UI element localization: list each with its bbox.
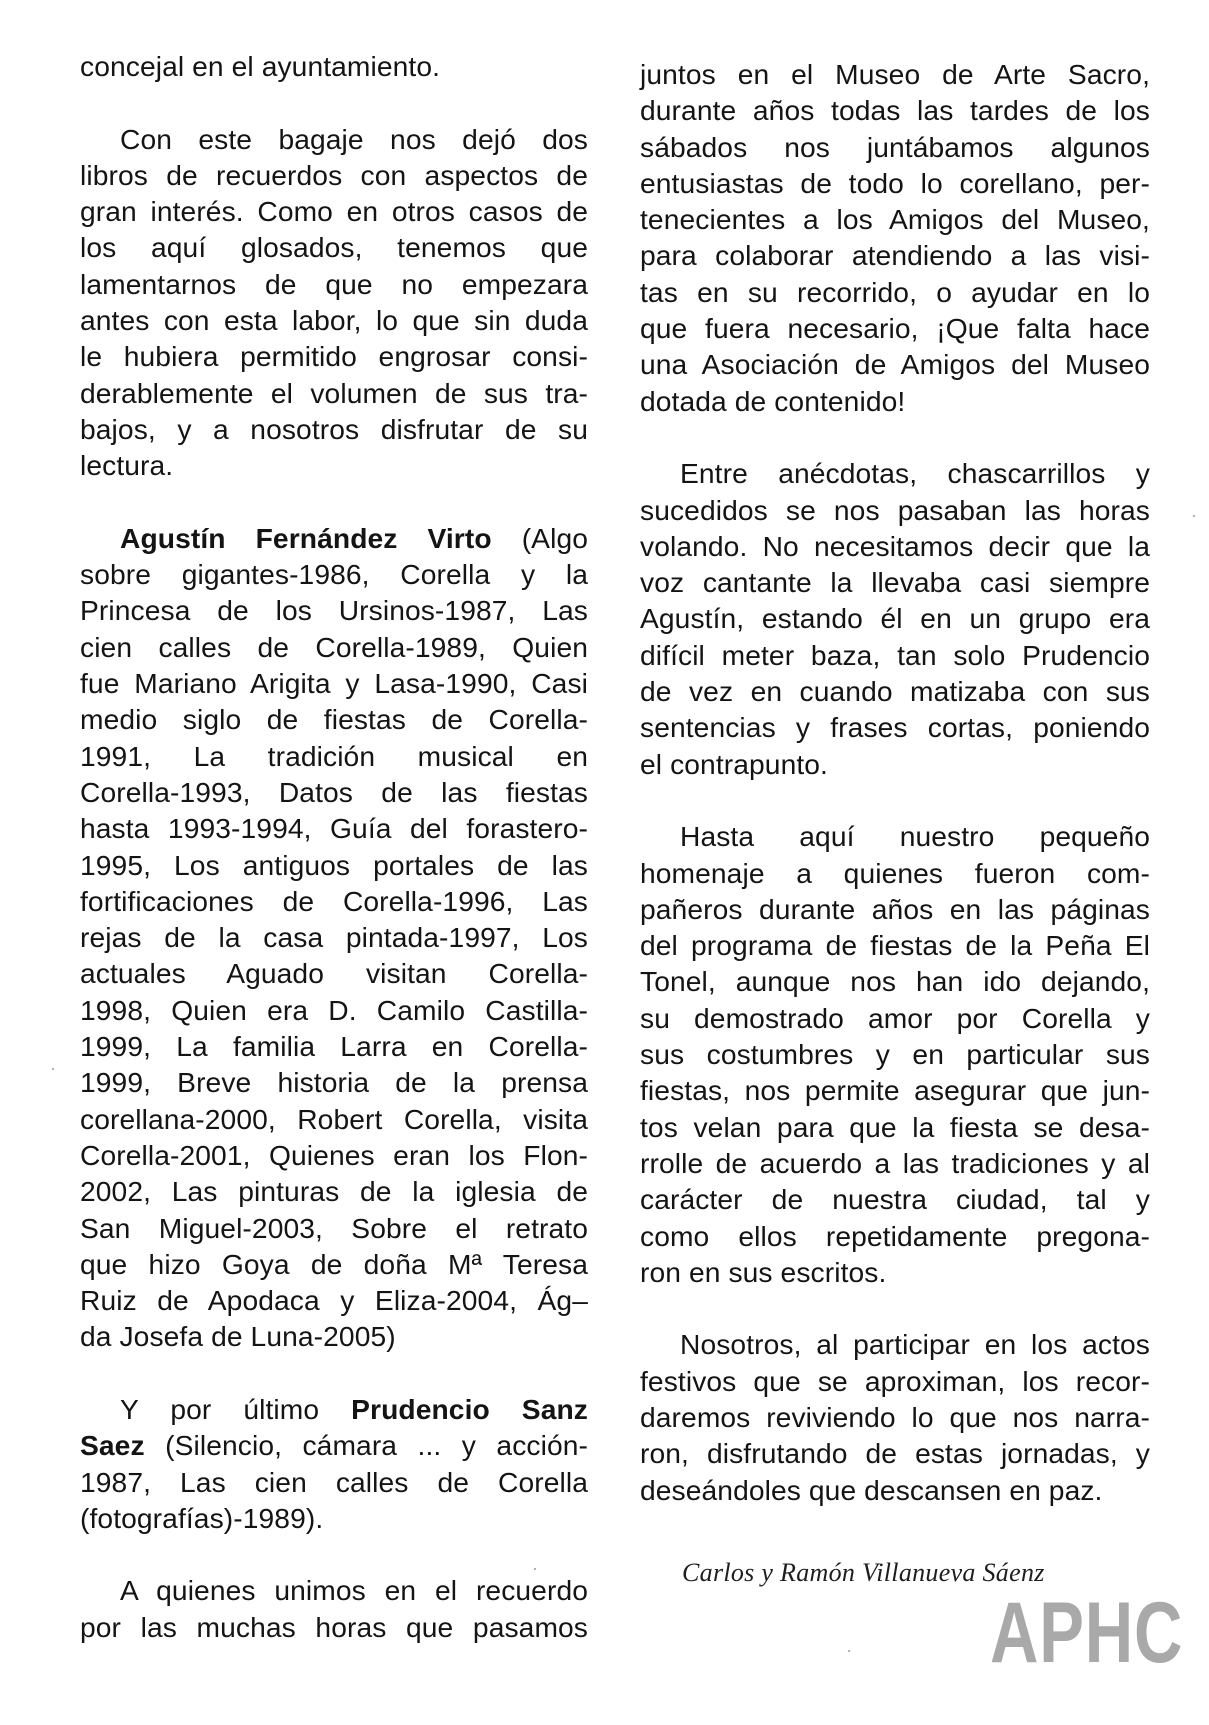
scan-speck bbox=[52, 1068, 54, 1070]
text-line: lamentarnos de que no empezara bbox=[80, 267, 588, 300]
text-line: Entre anécdotas, chascarrillos y bbox=[680, 457, 1150, 490]
paragraph-concejal bbox=[80, 48, 588, 84]
text-line: una Asociación de Amigos del Museo bbox=[640, 348, 1150, 381]
text-line: Tonel, aunque nos han ido dejando, bbox=[640, 965, 1150, 998]
scan-speck bbox=[1193, 515, 1195, 517]
text-fragment: (Silencio, cámara ... y acción- bbox=[144, 1429, 588, 1462]
author-signature: Carlos y Ramón Villanueva Sáenz bbox=[682, 1558, 1045, 1587]
text-line: tos velan para que la fiesta se desa- bbox=[640, 1110, 1150, 1143]
text-line: hasta 1993-1994, Guía del forastero- bbox=[80, 812, 588, 845]
text-line bbox=[80, 520, 588, 556]
text-line: como ellos repetidamente pregona- bbox=[640, 1219, 1150, 1252]
text-line: 1999, Breve historia de la prensa bbox=[80, 1066, 588, 1099]
text-line: tenecientes a los Amigos del Museo, bbox=[640, 203, 1150, 236]
text-line: daremos reviviendo lo que nos narra- bbox=[640, 1400, 1150, 1433]
left-column bbox=[80, 48, 588, 1645]
text-line: corellana-2000, Robert Corella, visita bbox=[80, 1102, 588, 1135]
author-surname-prudencio: Saez bbox=[80, 1429, 145, 1462]
text-line: juntos en el Museo de Arte Sacro, bbox=[640, 58, 1150, 90]
text-line: de vez en cuando matizaba con sus bbox=[640, 675, 1150, 708]
text-line: 1998, Quien era D. Camilo Castilla- bbox=[80, 993, 588, 1026]
paragraph-bagaje bbox=[80, 121, 588, 484]
paragraph-agustin bbox=[80, 520, 588, 1355]
text-line: rejas de la casa pintada-1997, Los bbox=[80, 921, 588, 954]
text-line: ron, disfrutando de estas jornadas, y bbox=[640, 1437, 1150, 1470]
paragraph-anecdotas bbox=[640, 455, 1150, 782]
text-line: (fotografías)-1989). bbox=[80, 1501, 324, 1534]
text-line: su demostrado amor por Corella y bbox=[640, 1001, 1150, 1034]
text-line: 2002, Las pinturas de la iglesia de bbox=[80, 1175, 588, 1208]
text-line: Agustín, estando él en un grupo era bbox=[640, 602, 1150, 635]
text-line: rrolle de acuerdo a las tradiciones y al bbox=[640, 1146, 1150, 1179]
text-line bbox=[80, 1427, 588, 1463]
text-line: A quienes unimos en el recuerdo bbox=[120, 1574, 588, 1607]
aphc-watermark-logo: APHC bbox=[990, 1585, 1184, 1681]
text-fragment: (Algo bbox=[491, 521, 588, 554]
text-fragment: Y por último bbox=[120, 1392, 352, 1425]
text-line: da Josefa de Luna-2005) bbox=[80, 1320, 396, 1353]
author-name-agustin: Agustín Fernández Virto bbox=[120, 521, 492, 554]
text-line: sobre gigantes-1986, Corella y la bbox=[80, 558, 588, 591]
text-line: concejal en el ayuntamiento. bbox=[80, 50, 441, 82]
text-line: Corella-2001, Quienes eran los Flon- bbox=[80, 1138, 588, 1171]
text-line: que hizo Goya de doña Mª Teresa bbox=[80, 1247, 588, 1280]
text-line: Princesa de los Ursinos-1987, Las bbox=[80, 594, 588, 627]
text-line bbox=[80, 1391, 588, 1427]
text-line: deseándoles que descansen en paz. bbox=[640, 1473, 1103, 1506]
text-line: fiestas, nos permite asegurar que jun- bbox=[640, 1074, 1150, 1107]
author-name-prudencio: Prudencio Sanz bbox=[351, 1392, 588, 1425]
text-line: derablemente el volumen de sus tra- bbox=[80, 376, 588, 409]
text-line: que fuera necesario, ¡Que falta hace bbox=[640, 312, 1150, 345]
text-line: gran interés. Como en otros casos de bbox=[80, 195, 588, 228]
text-line: el contrapunto. bbox=[640, 747, 828, 780]
text-line: bajos, y a nosotros disfrutar de su bbox=[80, 412, 588, 445]
text-line: Nosotros, al participar en los actos bbox=[680, 1328, 1150, 1361]
text-line: ron en sus escritos. bbox=[640, 1255, 887, 1288]
text-line: lectura. bbox=[80, 449, 174, 482]
text-line: Ruiz de Apodaca y Eliza-2004, Ág– bbox=[80, 1284, 588, 1317]
text-line: le hubiera permitido engrosar consi- bbox=[80, 340, 588, 373]
text-line: voz cantante la llevaba casi siempre bbox=[640, 566, 1150, 599]
text-line: del programa de fiestas de la Peña El bbox=[640, 929, 1150, 962]
text-line: sus costumbres y en particular sus bbox=[640, 1038, 1150, 1071]
text-line: actuales Aguado visitan Corella- bbox=[80, 957, 588, 990]
text-line: festivos que se aproximan, los recor- bbox=[640, 1364, 1150, 1397]
text-line: los aquí glosados, tenemos que bbox=[80, 231, 588, 264]
text-line: Con este bagaje nos dejó dos bbox=[120, 122, 588, 155]
text-line: cien calles de Corella-1989, Quien bbox=[80, 630, 588, 663]
text-line: antes con esta labor, lo que sin duda bbox=[80, 304, 588, 337]
text-line: entusiastas de todo lo corellano, per- bbox=[640, 166, 1150, 199]
text-line: por las muchas horas que pasamos bbox=[80, 1610, 588, 1643]
text-line: sucedidos se nos pasaban las horas bbox=[640, 493, 1150, 526]
text-line: 1995, Los antiguos portales de las bbox=[80, 848, 588, 881]
right-column bbox=[640, 56, 1150, 1508]
paragraph-a-quienes bbox=[80, 1572, 588, 1645]
text-line: sábados nos juntábamos algunos bbox=[640, 130, 1150, 163]
text-line: 1999, La familia Larra en Corella- bbox=[80, 1030, 588, 1063]
text-line: tas en su recorrido, o ayudar en lo bbox=[640, 275, 1150, 308]
text-line: fue Mariano Arigita y Lasa-1990, Casi bbox=[80, 667, 588, 700]
text-line: carácter de nuestra ciudad, tal y bbox=[640, 1183, 1150, 1216]
paragraph-nosotros bbox=[640, 1326, 1150, 1507]
text-line: Hasta aquí nuestro pequeño bbox=[680, 820, 1150, 853]
text-line: dotada de contenido! bbox=[640, 384, 906, 417]
text-line: 1991, La tradición musical en bbox=[80, 739, 588, 772]
paragraph-museo bbox=[640, 56, 1150, 419]
text-line: medio siglo de fiestas de Corella- bbox=[80, 703, 588, 736]
text-line: volando. No necesitamos decir que la bbox=[640, 529, 1150, 562]
text-line: homenaje a quienes fueron com- bbox=[640, 856, 1150, 889]
text-line: fortificaciones de Corella-1996, Las bbox=[80, 884, 588, 917]
paragraph-homenaje bbox=[640, 818, 1150, 1290]
text-line: durante años todas las tardes de los bbox=[640, 94, 1150, 127]
text-line: difícil meter baza, tan solo Prudencio bbox=[640, 638, 1150, 671]
text-line: libros de recuerdos con aspectos de bbox=[80, 158, 588, 191]
text-line: 1987, Las cien calles de Corella bbox=[80, 1465, 588, 1498]
text-line: San Miguel-2003, Sobre el retrato bbox=[80, 1211, 588, 1244]
text-line: para colaborar atendiendo a las visi- bbox=[640, 239, 1150, 272]
paragraph-prudencio bbox=[80, 1391, 588, 1536]
text-line: sentencias y frases cortas, poniendo bbox=[640, 711, 1150, 744]
scan-speck bbox=[534, 1568, 536, 1570]
text-line: Corella-1993, Datos de las fiestas bbox=[80, 775, 588, 808]
text-line: pañeros durante años en las páginas bbox=[640, 892, 1150, 925]
scan-speck bbox=[848, 1650, 850, 1652]
